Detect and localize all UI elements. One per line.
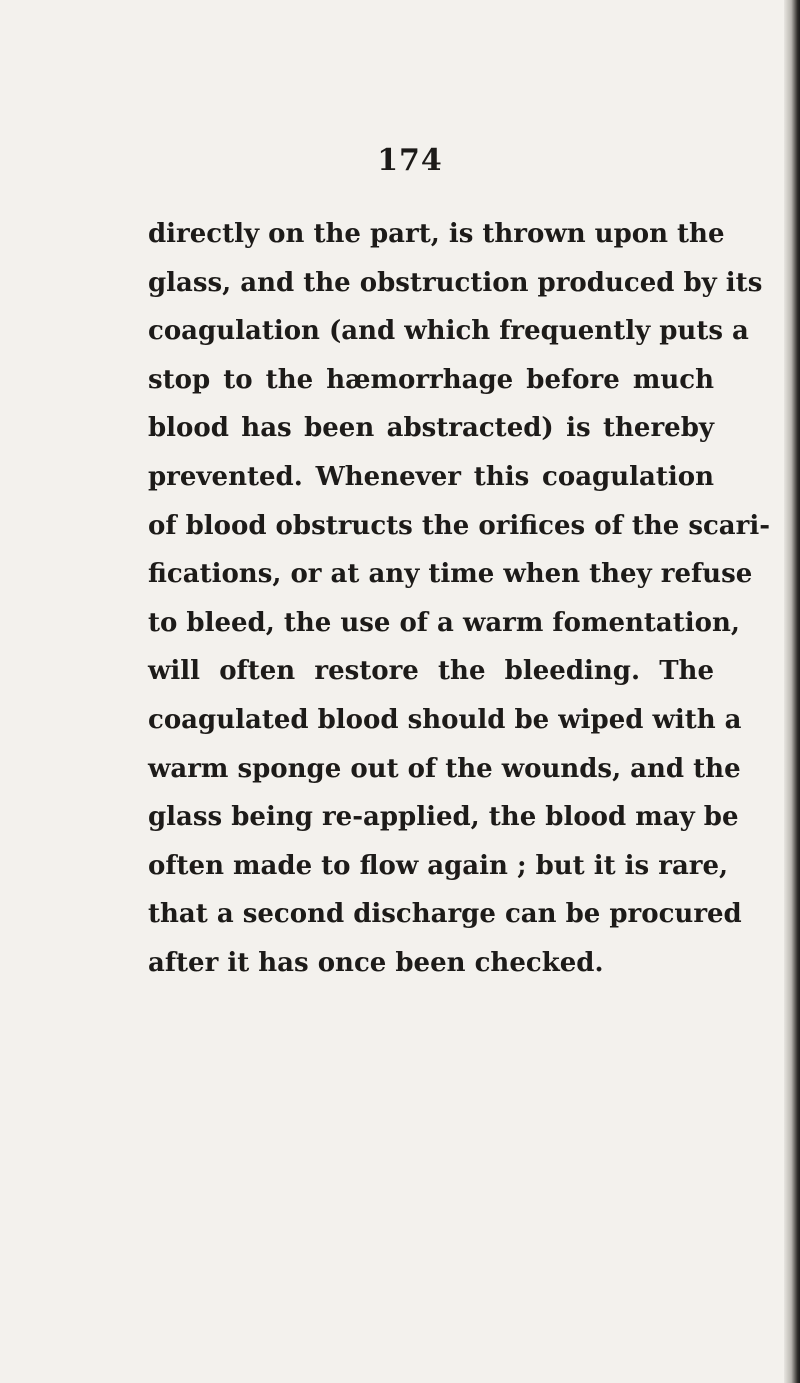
text-line: coagulated blood should be wiped with a (148, 704, 742, 735)
text-line: often made to flow again ; but it is rare, (148, 850, 729, 881)
text-line: stop to the hæmorrhage before much (148, 364, 714, 395)
text-line: glass being re-applied, the blood may be (148, 802, 739, 833)
text-line: coagulation (and which frequently puts a (148, 316, 749, 347)
text-line: that a second discharge can be procured (148, 899, 742, 930)
text-line: fications, or at any time when they refuse (148, 559, 753, 590)
text-line: of blood obstructs the orifices of the scari- (148, 510, 771, 541)
text-line: warm sponge out of the wounds, and the (148, 753, 741, 784)
body-text (148, 210, 771, 988)
text-line: prevented. Whenever this coagulation (148, 461, 714, 492)
text-line: will often restore the bleeding. The (148, 656, 714, 687)
text-line: blood has been abstracted) is thereby (148, 413, 714, 444)
text-line: glass, and the obstruction produced by its (148, 267, 763, 298)
text-line: to bleed, the use of a warm fomentation, (148, 607, 740, 638)
page-edge-shadow (784, 0, 800, 1383)
page-number: 174 (377, 143, 443, 178)
text-line: directly on the part, is thrown upon the (148, 219, 725, 249)
text-line: after it has once been checked. (148, 947, 604, 978)
